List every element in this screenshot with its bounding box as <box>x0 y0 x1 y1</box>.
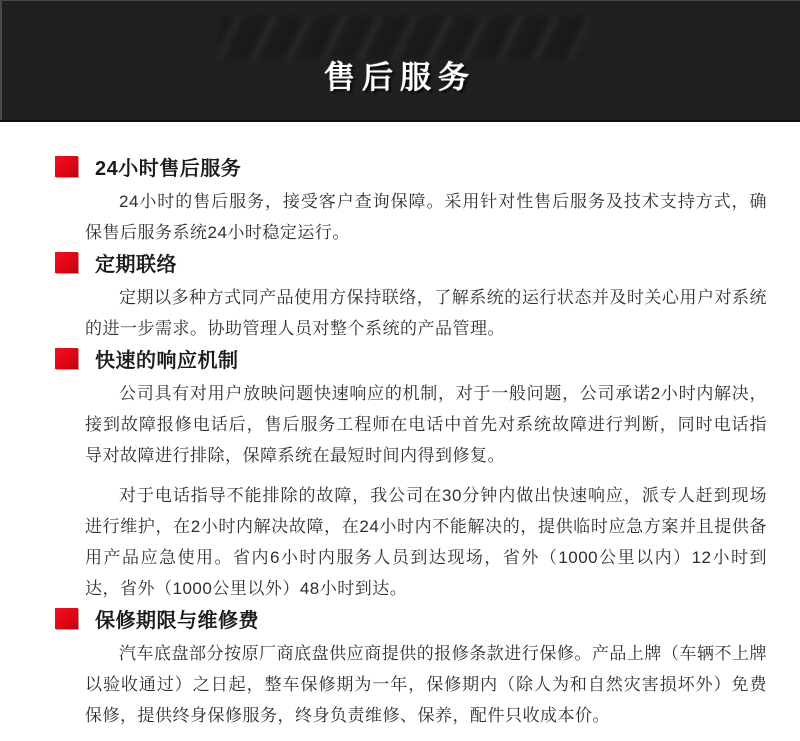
section-header <box>55 347 765 372</box>
section-heading: 定期联络 <box>95 253 177 276</box>
red-square-bullet-icon <box>55 156 78 177</box>
header-banner <box>0 0 800 122</box>
red-square-bullet-icon <box>55 348 78 369</box>
red-square-bullet-icon <box>55 608 78 629</box>
section-24h-service <box>55 155 765 248</box>
red-square-bullet-icon <box>55 252 78 273</box>
section-heading: 快速的响应机制 <box>95 349 239 372</box>
content-area <box>0 122 800 731</box>
section-header <box>55 155 765 180</box>
section-paragraph: 24小时的售后服务，接受客户查询保障。采用针对性售后服务及技术支持方式，确保售后服务系统24小时稳定运行。 <box>85 192 767 242</box>
section-paragraph: 汽车底盘部分按原厂商底盘供应商提供的报修条款进行保修。产品上牌（车辆不上牌以验收通过）之日起，整车保修期为一年，保修期内（除人为和自然灾害损坏外）免费保修，提供终身保修服务，终身负责维修、保养，配件只收成本价。 <box>85 644 767 725</box>
section-warranty <box>55 607 765 731</box>
section-paragraph: 定期以多种方式同产品使用方保持联络，了解系统的运行状态并及时关心用户对系统的进一步需求。协助管理人员对整个系统的产品管理。 <box>85 288 767 338</box>
section-paragraph: 公司具有对用户放映问题快速响应的机制，对于一般问题，公司承诺2小时内解决，接到故障报修电话后，售后服务工程师在电话中首先对系统故障进行判断，同时电话指导对故障进行排除，保障系统在最短时间内得到修复。 <box>85 384 767 465</box>
section-paragraph: 对于电话指导不能排除的故障，我公司在30分钟内做出快速响应，派专人赶到现场进行维护，在2小时内解决故障，在24小时内不能解决的，提供临时应急方案并且提供备用产品应急使用。省内6小时内服务人员到达现场，省外（1000公里以内）12小时到达，省外（1000公里以外）48小时到达。 <box>85 486 767 598</box>
section-header <box>55 251 765 276</box>
section-header <box>55 607 765 632</box>
page-title: 售后服务 <box>324 60 476 95</box>
section-heading: 24小时售后服务 <box>95 157 242 180</box>
section-heading: 保修期限与维修费 <box>95 609 259 632</box>
section-regular-contact <box>55 251 765 344</box>
section-fast-response <box>55 347 765 604</box>
